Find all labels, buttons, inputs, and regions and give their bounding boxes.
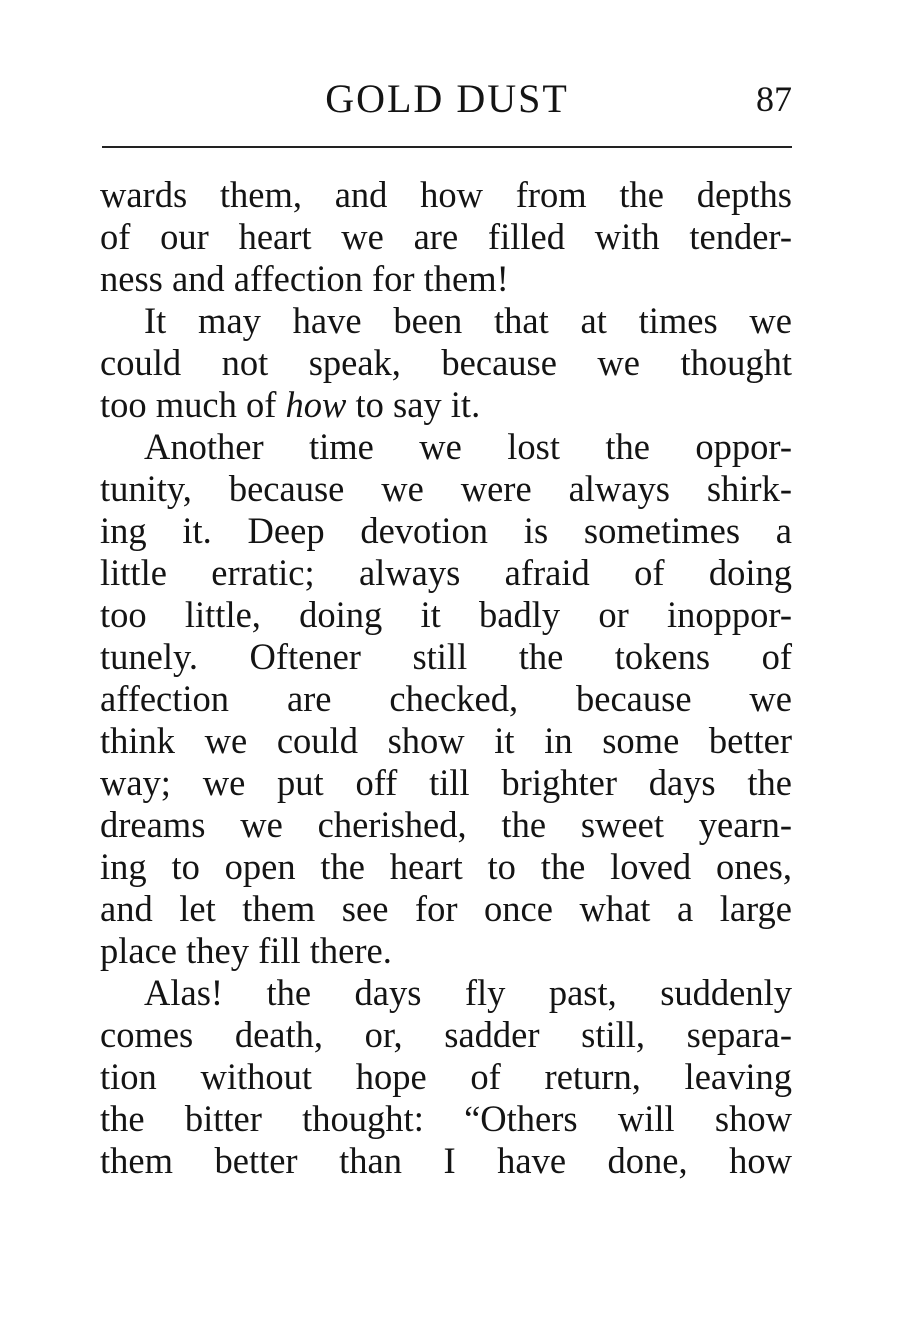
header-rule xyxy=(102,146,792,148)
text-line xyxy=(100,384,792,426)
text-run: too much of xyxy=(100,384,286,425)
text-line: Alas! the days fly past, suddenly xyxy=(144,972,792,1013)
text-line: tunity, because we were always shirk- xyxy=(100,468,792,509)
text-line: them better than I have done, how xyxy=(100,1140,792,1181)
text-line: the bitter thought: “Others will show xyxy=(100,1098,792,1139)
text-line: tunely. Oftener still the tokens of xyxy=(100,636,792,677)
text-line: way; we put off till brighter days the xyxy=(100,762,792,803)
text-line: comes death, or, sadder still, separa- xyxy=(100,1014,792,1055)
page-number: 87 xyxy=(756,79,792,119)
text-line: dreams we cherished, the sweet yearn- xyxy=(100,804,792,845)
body-text xyxy=(100,174,792,1182)
text-line: ing it. Deep devotion is sometimes a xyxy=(100,510,792,551)
text-line: little erratic; always afraid of doing xyxy=(100,552,792,593)
text-line: ness and affection for them! xyxy=(100,258,509,299)
text-line: Another time we lost the oppor- xyxy=(144,426,792,467)
text-line: of our heart we are filled with tender- xyxy=(100,216,792,257)
text-line: too little, doing it badly or inoppor- xyxy=(100,594,792,635)
text-line: could not speak, because we thought xyxy=(100,342,792,383)
text-line: affection are checked, because we xyxy=(100,678,792,719)
emphasis-text: how xyxy=(285,384,347,425)
text-line: think we could show it in some better xyxy=(100,720,792,761)
text-line: It may have been that at times we xyxy=(144,300,792,341)
text-line: ing to open the heart to the loved ones, xyxy=(100,846,792,887)
text-line: wards them, and how from the depths xyxy=(100,174,792,215)
running-head xyxy=(102,74,792,124)
text-line: tion without hope of return, leaving xyxy=(100,1056,792,1097)
text-line: and let them see for once what a large xyxy=(100,888,792,929)
text-run: to say it. xyxy=(346,384,481,425)
running-title: GOLD DUST xyxy=(325,76,569,121)
text-line: place they fill there. xyxy=(100,930,392,971)
